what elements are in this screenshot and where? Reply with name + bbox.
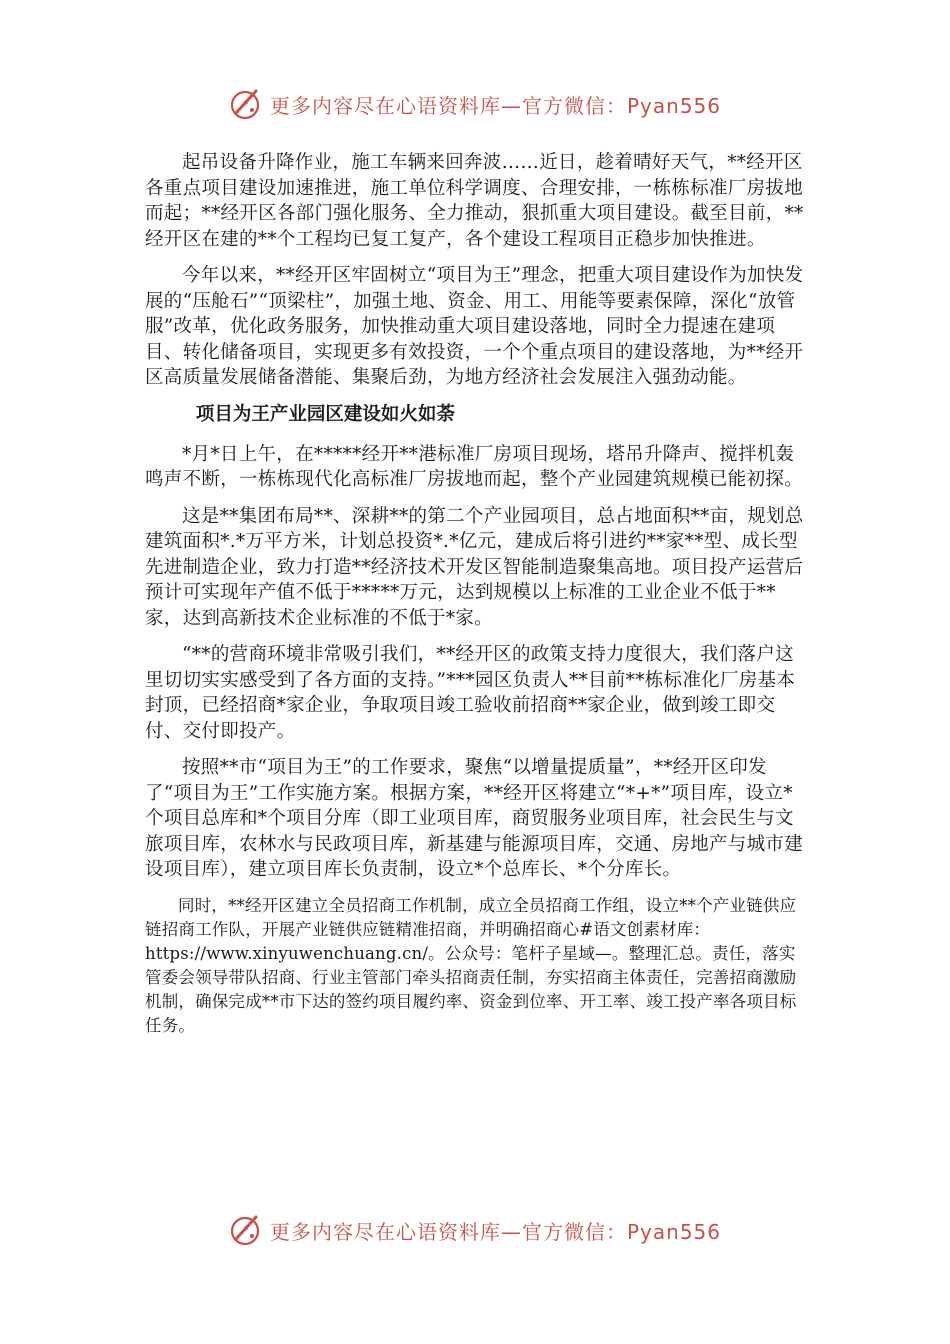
header-banner bbox=[228, 84, 721, 124]
article-body bbox=[145, 150, 810, 1049]
paragraph-2: 今年以来，**经开区牢固树立“项目为王”理念，把重大项目建设作为加快发展的“压舱石”“顶梁柱”，加强土地、资金、用工、用能等要素保障，深化“放管服”改革，优化政务服务，加快推动重大项目建设落地，同时全力提速在建项目、转化储备项目，实现更多有效投资，一个个重点项目的建设落地，为**经开区高质量发展储备潜能、集聚后劲，为地方经济社会发展注入强劲动能。 bbox=[145, 265, 804, 388]
paragraph-6: 按照**市“项目为王”的工作要求，聚焦“以增量提质量”，**经开区印发了“项目为王”工作实施方案。根据方案，**经开区将建立“*+*”项目库，设立*个项目总库和*个项目分库（即工业项目库，商贸服务业项目库，社会民生与文旅项目库，农林水与民政项目库，新基建与能源项目库，交通、房地产与城市建设项目库），建立项目库长负责制，设立*个总库长、*个分库长。 bbox=[145, 757, 804, 880]
footer-banner bbox=[228, 1210, 721, 1250]
paragraph-5: “**的营商环境非常吸引我们，**经开区的政策支持力度很大，我们落户这里切切实实感受到了各方面的支持。”***园区负责人**目前**栋标准化厂房基本封顶，已经招商*家企业，争取项目竣工验收前招商**家企业，做到竣工即交付、交付即投产。 bbox=[145, 644, 796, 742]
paragraph-4: 这是**集团布局**、深耕**的第二个产业园项目，总占地面积**亩，规划总建筑面积*.*万平方米，计划总投资*.*亿元，建成后将引进约**家**型、成长型先进制造企业，致力打造**经济技术开发区智能制造聚集高地。项目投产运营后预计可实现年产值不低于*****万元，达到规模以上标准的工业企业不低于**家，达到高新技术企业标准的不低于*家。 bbox=[145, 505, 804, 629]
header-banner-text: 更多内容尽在心语资料库—官方微信：Pyan556 bbox=[270, 93, 722, 118]
paragraph-1: 起吊设备升降作业，施工车辆来回奔波……近日，趁着晴好天气，**经开区各重点项目建设加速推进，施工单位科学调度、合理安排，一栋栋标准厂房拔地而起；**经开区各部门强化服务、全力推动，狠抓重大项目建设。截至目前，**经开区在建的**个工程均已复工复产，各个建设工程项目正稳步加快推进。 bbox=[145, 152, 804, 250]
section-heading: 项目为王产业园区建设如火如荼 bbox=[195, 403, 455, 425]
pen-logo-icon bbox=[228, 86, 264, 122]
paragraph-3: *月*日上午，在*****经开**港标准厂房项目现场，塔吊升降声、搅拌机轰鸣声不断，一栋栋现代化高标准厂房拔地而起，整个产业园建筑规模已能初探。 bbox=[145, 443, 804, 490]
footer-banner-text: 更多内容尽在心语资料库—官方微信：Pyan556 bbox=[270, 1219, 722, 1244]
pen-logo-icon bbox=[228, 1212, 264, 1248]
paragraph-7: 同时，**经开区建立全员招商工作机制，成立全员招商工作组，设立**个产业链供应链招商工作队，开展产业链供应链精准招商，并明确招商心#语文创素材库：https://www.xinyuwenchuang.cn/。公众号：笔杆子星域—。整理汇总。责任，落实管委会领导带队招商、行业主管部门牵头招商责任制，夯实招商主体责任，完善招商激励机制，确保完成**市下达的签约项目履约率、资金到位率、开工率、竣工投产率各项目标任务。 bbox=[145, 895, 797, 1035]
